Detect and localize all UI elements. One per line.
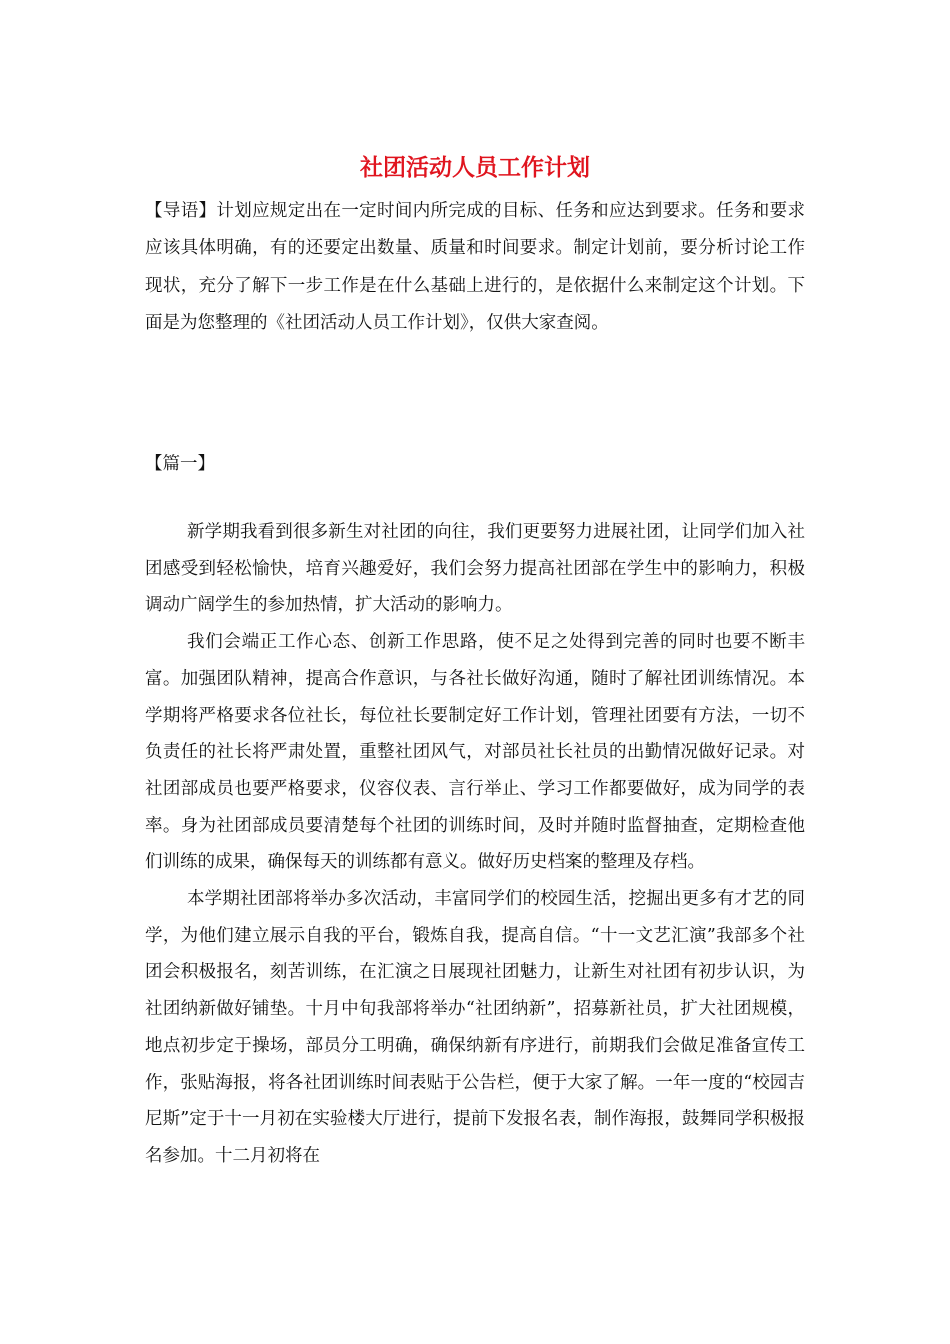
section-heading: 【篇一】 bbox=[145, 454, 215, 474]
body-paragraph: 本学期社团部将举办多次活动，丰富同学们的校园生活，挖掘出更多有才艺的同学，为他们建立展示自我的平台，锻炼自我，提高自信。“十一文艺汇演”我部多个社团会积极报名，刻苦训练，在汇演之日展现社团魅力，让新生对社团有初步认识，为社团纳新做好铺垫。十月中旬我部将举办“社团纳新”，招募新社员，扩大社团规模，地点初步定于操场，部员分工明确，确保纳新有序进行，前期我们会做足准备宣传工作，张贴海报，将各社团训练时间表贴于公告栏，便于大家了解。一年一度的“校园吉尼斯”定于十一月初在实验楼大厅进行，提前下发报名表，制作海报，鼓舞同学积极报名参加。十二月初将在 bbox=[145, 889, 805, 1166]
body-text bbox=[145, 514, 805, 1175]
intro-paragraph: 【导语】计划应规定出在一定时间内所完成的目标、任务和应达到要求。任务和要求应该具体明确，有的还要定出数量、质量和时间要求。制定计划前，要分析讨论工作现状，充分了解下一步工作是在什么基础上进行的，是依据什么来制定这个计划。下面是为您整理的《社团活动人员工作计划》，仅供大家查阅。 bbox=[145, 201, 805, 333]
document-title: 社团活动人员工作计划 bbox=[360, 154, 590, 181]
body-paragraph: 新学期我看到很多新生对社团的向往，我们更要努力进展社团，让同学们加入社团感受到轻松愉快，培育兴趣爱好，我们会努力提高社团部在学生中的影响力，积极调动广阔学生的参加热情，扩大活动的影响力。 bbox=[145, 522, 805, 616]
body-paragraph: 我们会端正工作心态、创新工作思路，使不足之处得到完善的同时也要不断丰富。加强团队精神，提高合作意识，与各社长做好沟通，随时了解社团训练情况。本学期将严格要求各位社长，每位社长要制定好工作计划，管理社团要有方法，一切不负责任的社长将严肃处置，重整社团风气，对部员社长社员的出勤情况做好记录。对社团部成员也要严格要求，仪容仪表、言行举止、学习工作都要做好，成为同学的表率。身为社团部成员要清楚每个社团的训练时间，及时并随时监督抽查，定期检查他们训练的成果，确保每天的训练都有意义。做好历史档案的整理及存档。 bbox=[145, 632, 805, 873]
